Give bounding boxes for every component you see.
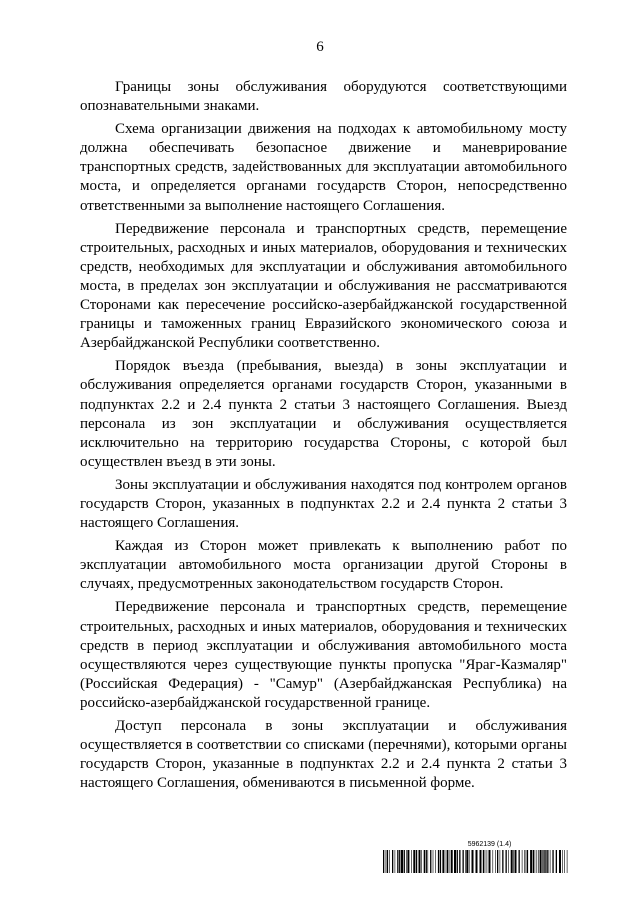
- barcode-block: [383, 841, 568, 873]
- page-number: 6: [316, 39, 324, 55]
- barcode-image: [383, 850, 568, 873]
- paragraph-5: Зоны эксплуатации и обслуживания находятся под контролем органов государств Сторон, указанных в подпунктах 2.2 и 2.4 пункта 2 статьи 3 настоящего Соглашения.: [80, 476, 567, 532]
- paragraph-8: Доступ персонала в зоны эксплуатации и обслуживания осуществляется в соответствии со списками (перечнями), которыми органы государств Сторон, указанные в подпунктах 2.2 и 2.4 пункта 2 статьи 3 настоящего Соглашения, обмениваются в письменной форме.: [80, 718, 567, 792]
- body-text: [80, 78, 567, 797]
- paragraph-3: Передвижение персонала и транспортных средств, перемещение строительных, расходных и иных материалов, оборудования и технических средств, необходимых для эксплуатации и обслуживания автомобильного моста, в пределах зон эксплуатации и обслуживания не рассматриваются Сторонами как пересечение российско-азербайджанской государственной границы и таможенных границ Евразийского экономического союза и Азербайджанской Республики соответственно.: [80, 220, 567, 352]
- paragraph-4: Порядок въезда (пребывания, выезда) в зоны эксплуатации и обслуживания определяется органами государств Сторон, указанными в подпунктах 2.2 и 2.4 пункта 2 статьи 3 настоящего Соглашения. Выезд персонала из зон эксплуатации и обслуживания осуществляется исключительно на территорию государства Стороны, с которой был осуществлен въезд в эти зоны.: [80, 358, 567, 470]
- paragraph-6: Каждая из Сторон может привлекать к выполнению работ по эксплуатации автомобильного моста организации другой Стороны в случаях, предусмотренных законодательством государств Сторон.: [80, 538, 567, 593]
- barcode-label: 5962139 (1.4): [467, 841, 512, 848]
- paragraph-2: Схема организации движения на подходах к автомобильному мосту должна обеспечивать безопасное движение и маневрирование транспортных средств, задействованных для эксплуатации автомобильного моста, и определяется органами государств Сторон, непосредственно ответственными за выполнение настоящего Соглашения.: [80, 121, 567, 214]
- paragraph-7: Передвижение персонала и транспортных средств, перемещение строительных, расходных и иных материалов, оборудования и технических средств в период эксплуатации и обслуживания автомобильного моста осуществляются через существующие пункты пропуска "Яраг-Казмаляр" (Российская Федерация) - "Самур" (Азербайджанская Республика) на российско-азербайджанской государственной границе.: [80, 599, 567, 711]
- paragraph-1: Границы зоны обслуживания оборудуются соответствующими опознавательными знаками.: [80, 79, 567, 115]
